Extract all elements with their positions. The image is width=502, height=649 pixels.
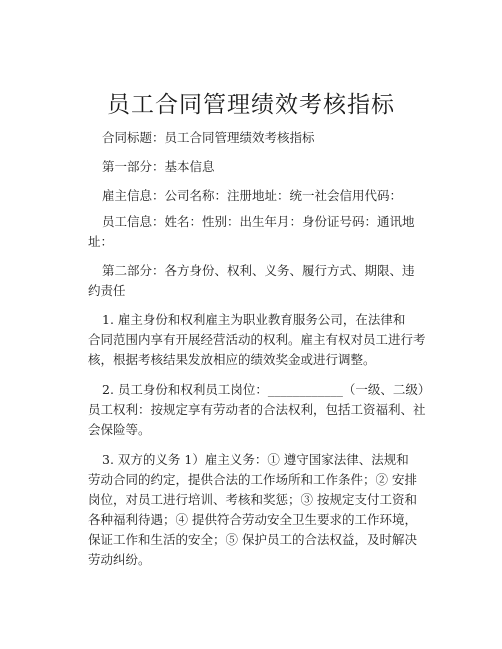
item3-line5: 保证工作和生活的安全；⑤ 保护员工的合法权益，及时解决 [88, 532, 417, 547]
item3-line6: 劳动纠纷。 [88, 552, 151, 567]
item1-line3: 核，根据考核结果发放相应的绩效奖金或进行调整。 [88, 352, 376, 367]
item3-paragraph [88, 450, 436, 570]
employer-info: 雇主信息：公司名称：注册地址：统一社会信用代码： [102, 188, 403, 203]
contract-title-line: 合同标题：员工合同管理绩效考核指标 [102, 130, 315, 145]
part2-heading [88, 261, 436, 301]
document-title: 员工合同管理绩效考核指标 [107, 92, 395, 118]
employee-info-line1: 员工信息：姓名：性别：出生年月：身份证号码：通讯地 [102, 214, 415, 229]
item2-line2: 员工权利：按规定享有劳动者的合法权利，包括工资福利、社 [88, 402, 426, 417]
item1-line1: 1. 雇主身份和权利雇主为职业教育服务公司，在法律和 [102, 312, 406, 327]
item3-line2: 劳动合同的约定，提供合法的工作场所和工作条件；② 安排 [88, 472, 417, 487]
employee-info [88, 212, 436, 252]
employee-info-line2: 址： [88, 234, 114, 249]
item2-line1: 2. 员工身份和权利员工岗位：____________（一级、二级） [102, 382, 431, 397]
part2-line2: 约责任 [88, 283, 126, 298]
item3-line3: 岗位，对员工进行培训、考核和奖惩；③ 按规定支付工资和 [88, 492, 417, 507]
item3-line4: 各种福利待遇；④ 提供符合劳动安全卫生要求的工作环境， [88, 512, 417, 527]
item1-line2: 合同范围内享有开展经营活动的权利。雇主有权对员工进行考 [88, 332, 426, 347]
item2-paragraph [88, 380, 436, 440]
part2-line1: 第二部分：各方身份、权利、义务、履行方式、期限、违 [102, 263, 415, 278]
part1-heading: 第一部分：基本信息 [102, 159, 215, 174]
item2-line3: 会保险等。 [88, 422, 151, 437]
item1-paragraph [88, 310, 436, 370]
item3-line1: 3. 双方的义务 1）雇主义务：① 遵守国家法律、法规和 [102, 452, 409, 467]
